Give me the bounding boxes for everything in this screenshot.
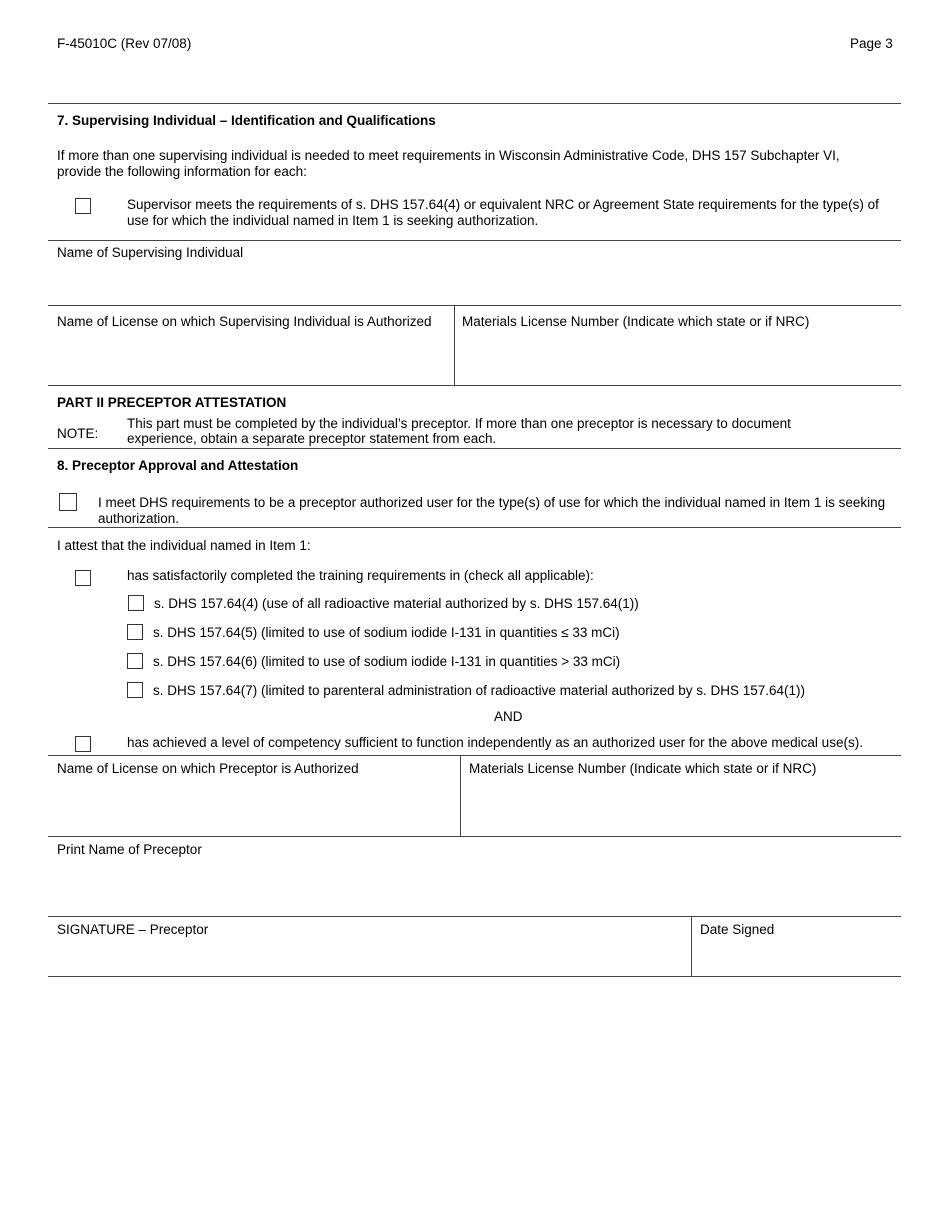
divider [48, 836, 901, 837]
attest-intro: I attest that the individual named in Item 1: [57, 538, 311, 553]
supervisor-license-name-label: Name of License on which Supervising Individual is Authorized [57, 314, 432, 329]
training-completed-text: has satisfactorily completed the training requirements in (check all applicable): [127, 568, 594, 583]
dhs-157-64-4-text: s. DHS 157.64(4) (use of all radioactive material authorized by s. DHS 157.64(1)) [154, 596, 639, 611]
supervisor-requirements-checkbox[interactable] [75, 198, 91, 214]
divider [48, 385, 901, 386]
dhs-157-64-6-text: s. DHS 157.64(6) (limited to use of sodium iodide I-131 in quantities > 33 mCi) [153, 654, 621, 669]
divider [48, 755, 901, 756]
competency-text: has achieved a level of competency sufficient to function independently as an authorized user for the above medical use(s). [127, 735, 863, 750]
competency-checkbox[interactable] [75, 736, 91, 752]
preceptor-authorized-text: I meet DHS requirements to be a preceptor authorized user for the type(s) of use for which the individual named in Item 1 is seeking authorization. [98, 495, 886, 526]
print-name-label: Print Name of Preceptor [57, 842, 202, 857]
supervising-name-field[interactable] [57, 264, 892, 302]
date-signed-label: Date Signed [700, 922, 775, 937]
dhs-157-64-4-checkbox[interactable] [128, 595, 144, 611]
and-text: AND [494, 709, 523, 724]
supervising-name-label: Name of Supervising Individual [57, 245, 244, 260]
signature-field[interactable] [57, 942, 685, 972]
column-divider [454, 305, 455, 385]
training-completed-checkbox[interactable] [75, 570, 91, 586]
divider [48, 103, 901, 104]
dhs-157-64-5-text: s. DHS 157.64(5) (limited to use of sodium iodide I-131 in quantities ≤ 33 mCi) [153, 625, 620, 640]
preceptor-license-number-label: Materials License Number (Indicate which state or if NRC) [469, 761, 817, 776]
section7-title: 7. Supervising Individual – Identification and Qualifications [57, 113, 436, 128]
date-signed-field[interactable] [700, 942, 894, 972]
note-label: NOTE: [57, 426, 99, 441]
divider [48, 448, 901, 449]
column-divider [691, 916, 692, 976]
column-divider [460, 755, 461, 836]
preceptor-license-number-field[interactable] [469, 781, 894, 831]
print-name-field[interactable] [57, 862, 892, 912]
divider [48, 305, 901, 306]
preceptor-license-name-field[interactable] [57, 781, 453, 831]
divider [48, 240, 901, 241]
page-number: Page 3 [850, 36, 893, 51]
supervisor-license-number-field[interactable] [462, 334, 894, 382]
divider [48, 976, 901, 977]
dhs-157-64-6-checkbox[interactable] [127, 653, 143, 669]
preceptor-license-name-label: Name of License on which Preceptor is Authorized [57, 761, 359, 776]
note-text: This part must be completed by the individual’s preceptor. If more than one preceptor is necessary to document experience, obtain a separate preceptor statement from each. [127, 416, 791, 446]
part2-title: PART II PRECEPTOR ATTESTATION [57, 395, 287, 410]
dhs-157-64-7-checkbox[interactable] [127, 682, 143, 698]
divider [48, 527, 901, 528]
form-id: F-45010C (Rev 07/08) [57, 36, 192, 51]
dhs-157-64-7-text: s. DHS 157.64(7) (limited to parenteral administration of radioactive material authorized by s. DHS 157.64(1)) [153, 683, 806, 698]
supervisor-requirements-text: Supervisor meets the requirements of s. DHS 157.64(4) or equivalent NRC or Agreement State requirements for the type(s) of use for which the individual named in Item 1 is seeking authorization. [127, 197, 879, 228]
preceptor-authorized-checkbox[interactable] [59, 493, 77, 511]
section7-intro: If more than one supervising individual is needed to meet requirements in Wisconsin Administrative Code, DHS 157 Subchapter VI, provide the following information for each: [57, 148, 840, 179]
divider [48, 916, 901, 917]
section8-title: 8. Preceptor Approval and Attestation [57, 458, 299, 473]
dhs-157-64-5-checkbox[interactable] [127, 624, 143, 640]
supervisor-license-number-label: Materials License Number (Indicate which state or if NRC) [462, 314, 810, 329]
supervisor-license-name-field[interactable] [57, 334, 447, 382]
signature-label: SIGNATURE – Preceptor [57, 922, 209, 937]
